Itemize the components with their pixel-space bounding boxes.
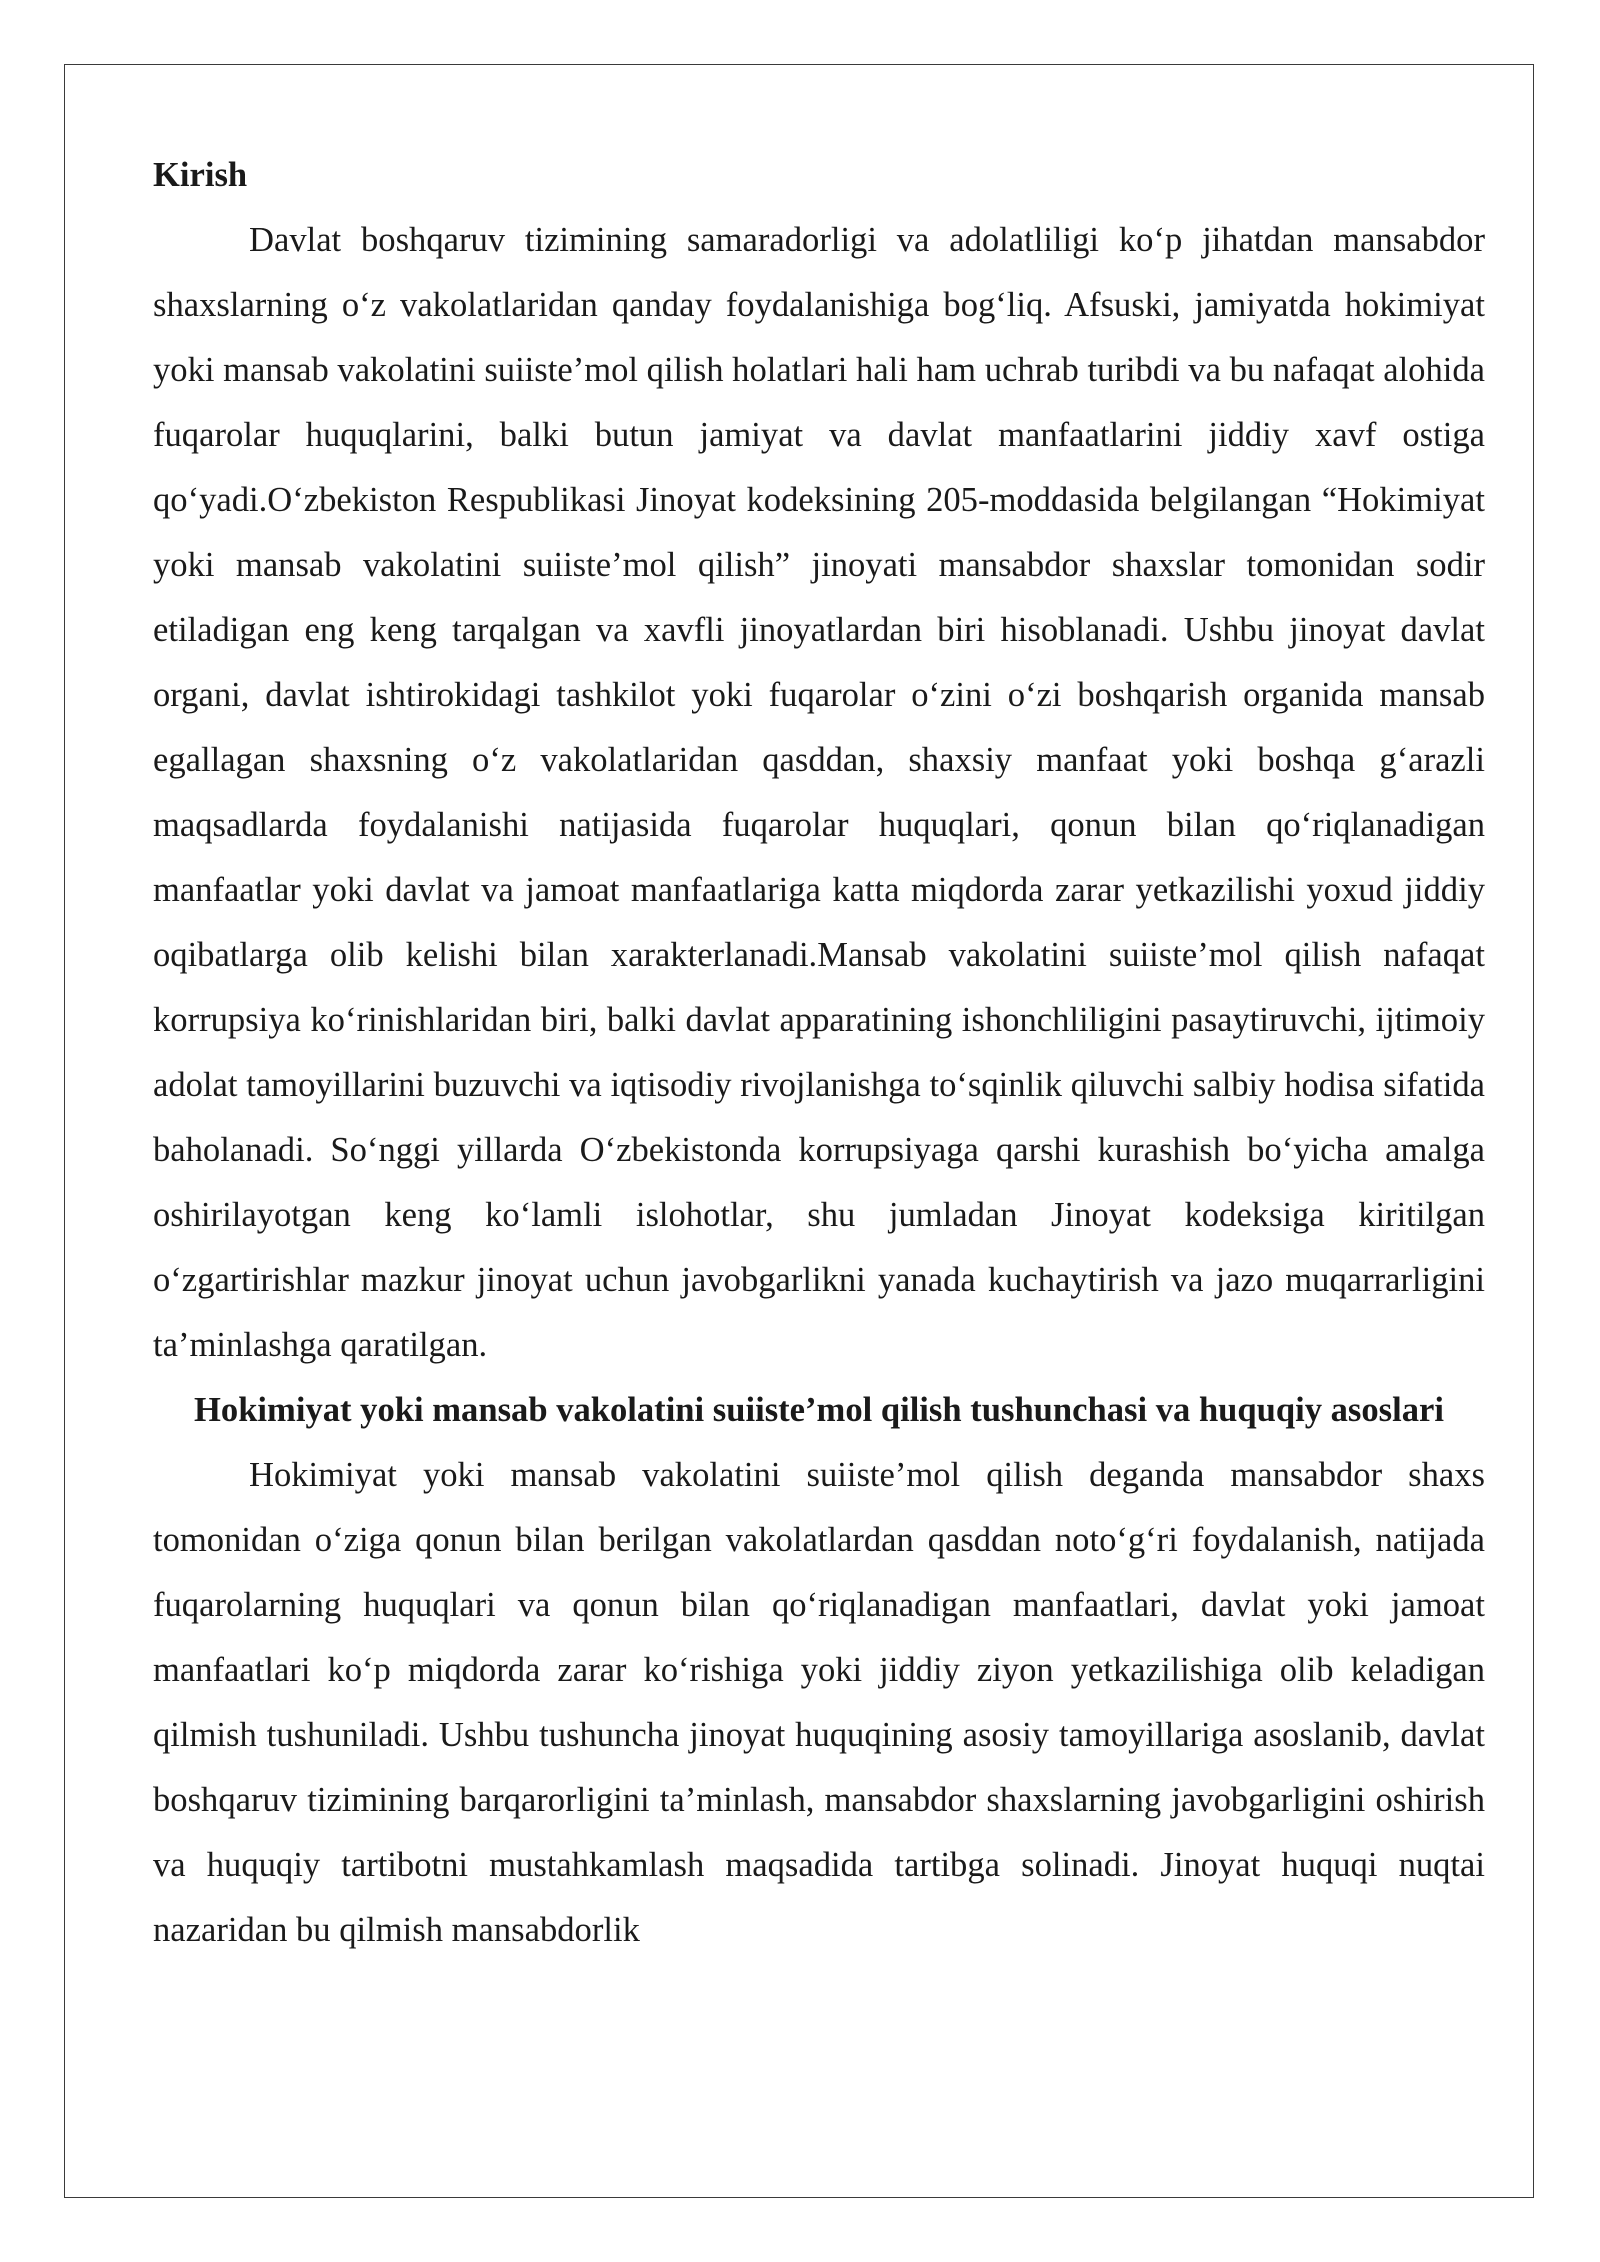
intro-heading: Kirish bbox=[153, 156, 248, 194]
section-heading: Hokimiyat yoki mansab vakolatini suiiste’mol qilish tushunchasi va huquqiy asoslari bbox=[194, 1391, 1444, 1429]
section-paragraph: Hokimiyat yoki mansab vakolatini suiiste’mol qilish deganda mansabdor shaxs tomonidan o‘ziga qonun bilan berilgan vakolatlardan qasddan noto‘g‘ri foydalanish, natijada fuqarolarning huquqlari va qonun bilan qo‘riqlanadigan manfaatlari, davlat yoki jamoat manfaatlari ko‘p miqdorda zarar ko‘rishiga yoki jiddiy ziyon yetkazilishiga olib keladigan qilmish tushuniladi. Ushbu tushuncha jinoyat huquqining asosiy tamoyillariga asoslanib, davlat boshqaruv tizimining barqarorligini ta’minlash, mansabdor shaxslarning javobgarligini oshirish va huquqiy tartibotni mustahkamlash maqsadida tartibga solinadi. Jinoyat huquqi nuqtai nazaridan bu qilmish mansabdorlik bbox=[153, 1456, 1485, 1949]
intro-paragraph: Davlat boshqaruv tizimining samaradorligi va adolatliligi ko‘p jihatdan mansabdor shaxslarning o‘z vakolatlaridan qanday foydalanishiga bog‘liq. Afsuski, jamiyatda hokimiyat yoki mansab vakolatini suiiste’mol qilish holatlari hali ham uchrab turibdi va bu nafaqat alohida fuqarolar huquqlarini, balki butun jamiyat va davlat manfaatlarini jiddiy xavf ostiga qo‘yadi.O‘zbekiston Respublikasi Jinoyat kodeksining 205-moddasida belgilangan “Hokimiyat yoki mansab vakolatini suiiste’mol qilish” jinoyati mansabdor shaxslar tomonidan sodir etiladigan eng keng tarqalgan va xavfli jinoyatlardan biri hisoblanadi. Ushbu jinoyat davlat organi, davlat ishtirokidagi tashkilot yoki fuqarolar o‘zini o‘zi boshqarish organida mansab egallagan shaxsning o‘z vakolatlaridan qasddan, shaxsiy manfaat yoki boshqa g‘arazli maqsadlarda foydalanishi natijasida fuqarolar huquqlari, qonun bilan qo‘riqlanadigan manfaatlar yoki davlat va jamoat manfaatlariga katta miqdorda zarar yetkazilishi yoxud jiddiy oqibatlarga olib kelishi bilan xarakterlanadi.Mansab vakolatini suiiste’mol qilish nafaqat korrupsiya ko‘rinishlaridan biri, balki davlat apparatining ishonchliligini pasaytiruvchi, ijtimoiy adolat tamoyillarini buzuvchi va iqtisodiy rivojlanishga to‘sqinlik qiluvchi salbiy hodisa sifatida baholanadi. So‘nggi yillarda O‘zbekistonda korrupsiyaga qarshi kurashish bo‘yicha amalga oshirilayotgan keng ko‘lamli islohotlar, shu jumladan Jinoyat kodeksiga kiritilgan o‘zgartirishlar mazkur jinoyat uchun javobgarlikni yanada kuchaytirish va jazo muqarrarligini ta’minlashga qaratilgan. bbox=[153, 221, 1485, 1364]
document-body bbox=[153, 143, 1485, 1963]
